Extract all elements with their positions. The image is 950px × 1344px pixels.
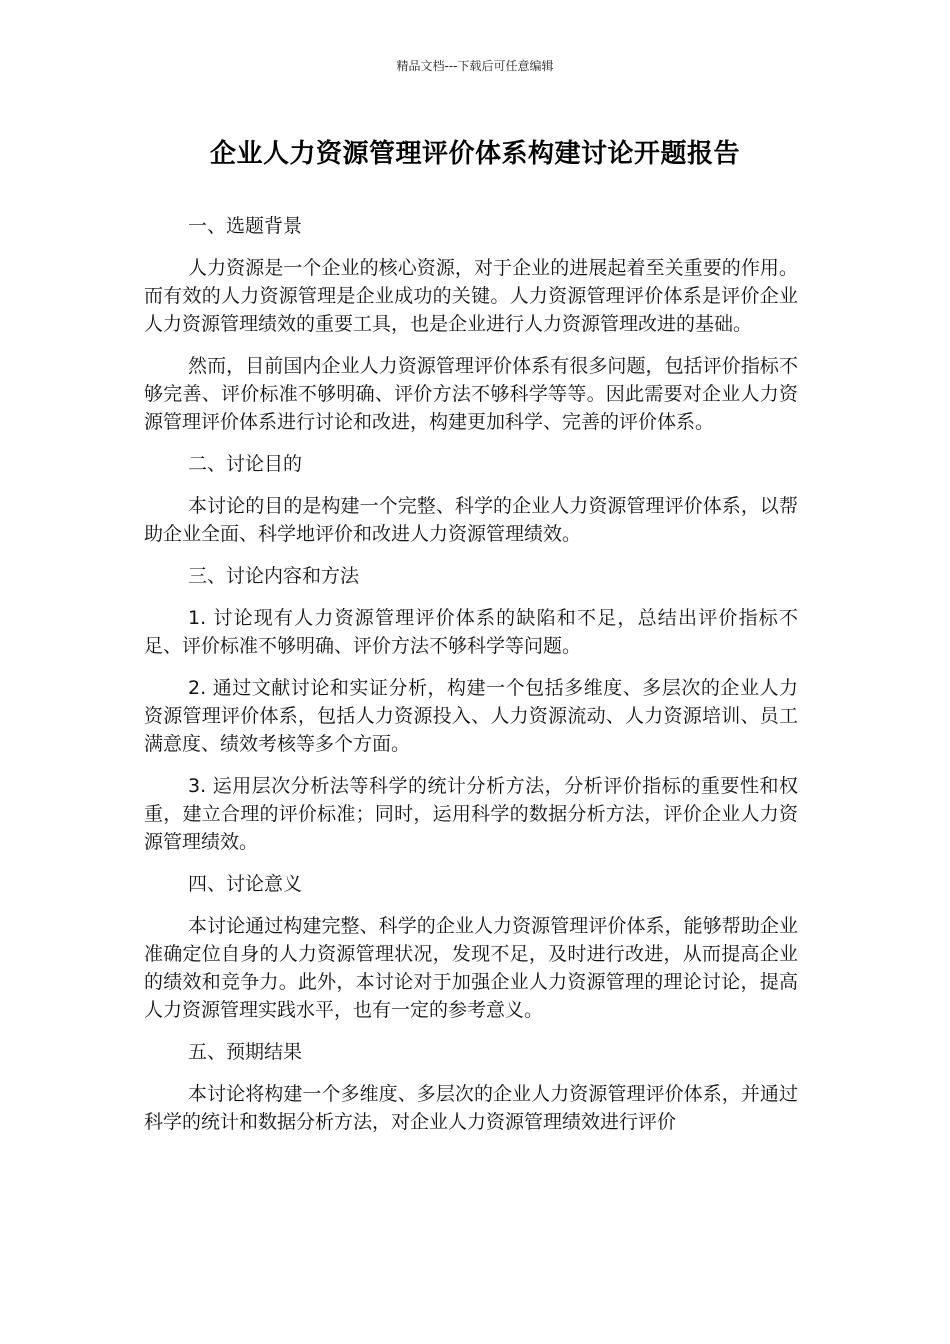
section-heading-content-method: 三、讨论内容和方法 [188, 565, 360, 587]
paragraph-background-2: 然而，目前国内企业人力资源管理评价体系有很多问题，包括评价指标不够完善、评价标准不够明确、评价方法不够科学等等。因此需要对企业人力资源管理评价体系进行讨论和改进，构建更加科学、完善的评价体系。 [144, 355, 798, 433]
paragraph-background-1: 人力资源是一个企业的核心资源，对于企业的进展起着至关重要的作用。而有效的人力资源管理是企业成功的关键。人力资源管理评价体系是评价企业人力资源管理绩效的重要工具，也是企业进行人力资源管理改进的基础。 [144, 257, 798, 335]
section-heading-purpose: 二、讨论目的 [188, 453, 303, 475]
section-heading-background: 一、选题背景 [188, 215, 303, 237]
header-note: 精品文档---下载后可任意编辑 [396, 59, 554, 73]
paragraph-significance: 本讨论通过构建完整、科学的企业人力资源管理评价体系，能够帮助企业准确定位自身的人力资源管理状况，发现不足，及时进行改进，从而提高企业的绩效和竞争力。此外，本讨论对于加强企业人力资源管理的理论讨论，提高人力资源管理实践水平，也有一定的参考意义。 [144, 915, 798, 1021]
document-body [144, 212, 798, 1136]
list-item-3: 3. 运用层次分析法等科学的统计分析方法，分析评价指标的重要性和权重，建立合理的评价标准；同时，运用科学的数据分析方法，评价企业人力资源管理绩效。 [144, 775, 798, 853]
document-title: 企业人力资源管理评价体系构建讨论开题报告 [209, 139, 740, 169]
section-heading-expected-results: 五、预期结果 [188, 1041, 303, 1063]
list-item-1: 1. 讨论现有人力资源管理评价体系的缺陷和不足，总结出评价指标不足、评价标准不够明确、评价方法不够科学等问题。 [144, 607, 798, 657]
paragraph-purpose: 本讨论的目的是构建一个完整、科学的企业人力资源管理评价体系，以帮助企业全面、科学地评价和改进人力资源管理绩效。 [144, 495, 798, 545]
list-item-2: 2. 通过文献讨论和实证分析，构建一个包括多维度、多层次的企业人力资源管理评价体系，包括人力资源投入、人力资源流动、人力资源培训、员工满意度、绩效考核等多个方面。 [144, 677, 798, 755]
paragraph-expected-results: 本讨论将构建一个多维度、多层次的企业人力资源管理评价体系，并通过科学的统计和数据分析方法，对企业人力资源管理绩效进行评价 [144, 1083, 798, 1133]
section-heading-significance: 四、讨论意义 [188, 873, 303, 895]
